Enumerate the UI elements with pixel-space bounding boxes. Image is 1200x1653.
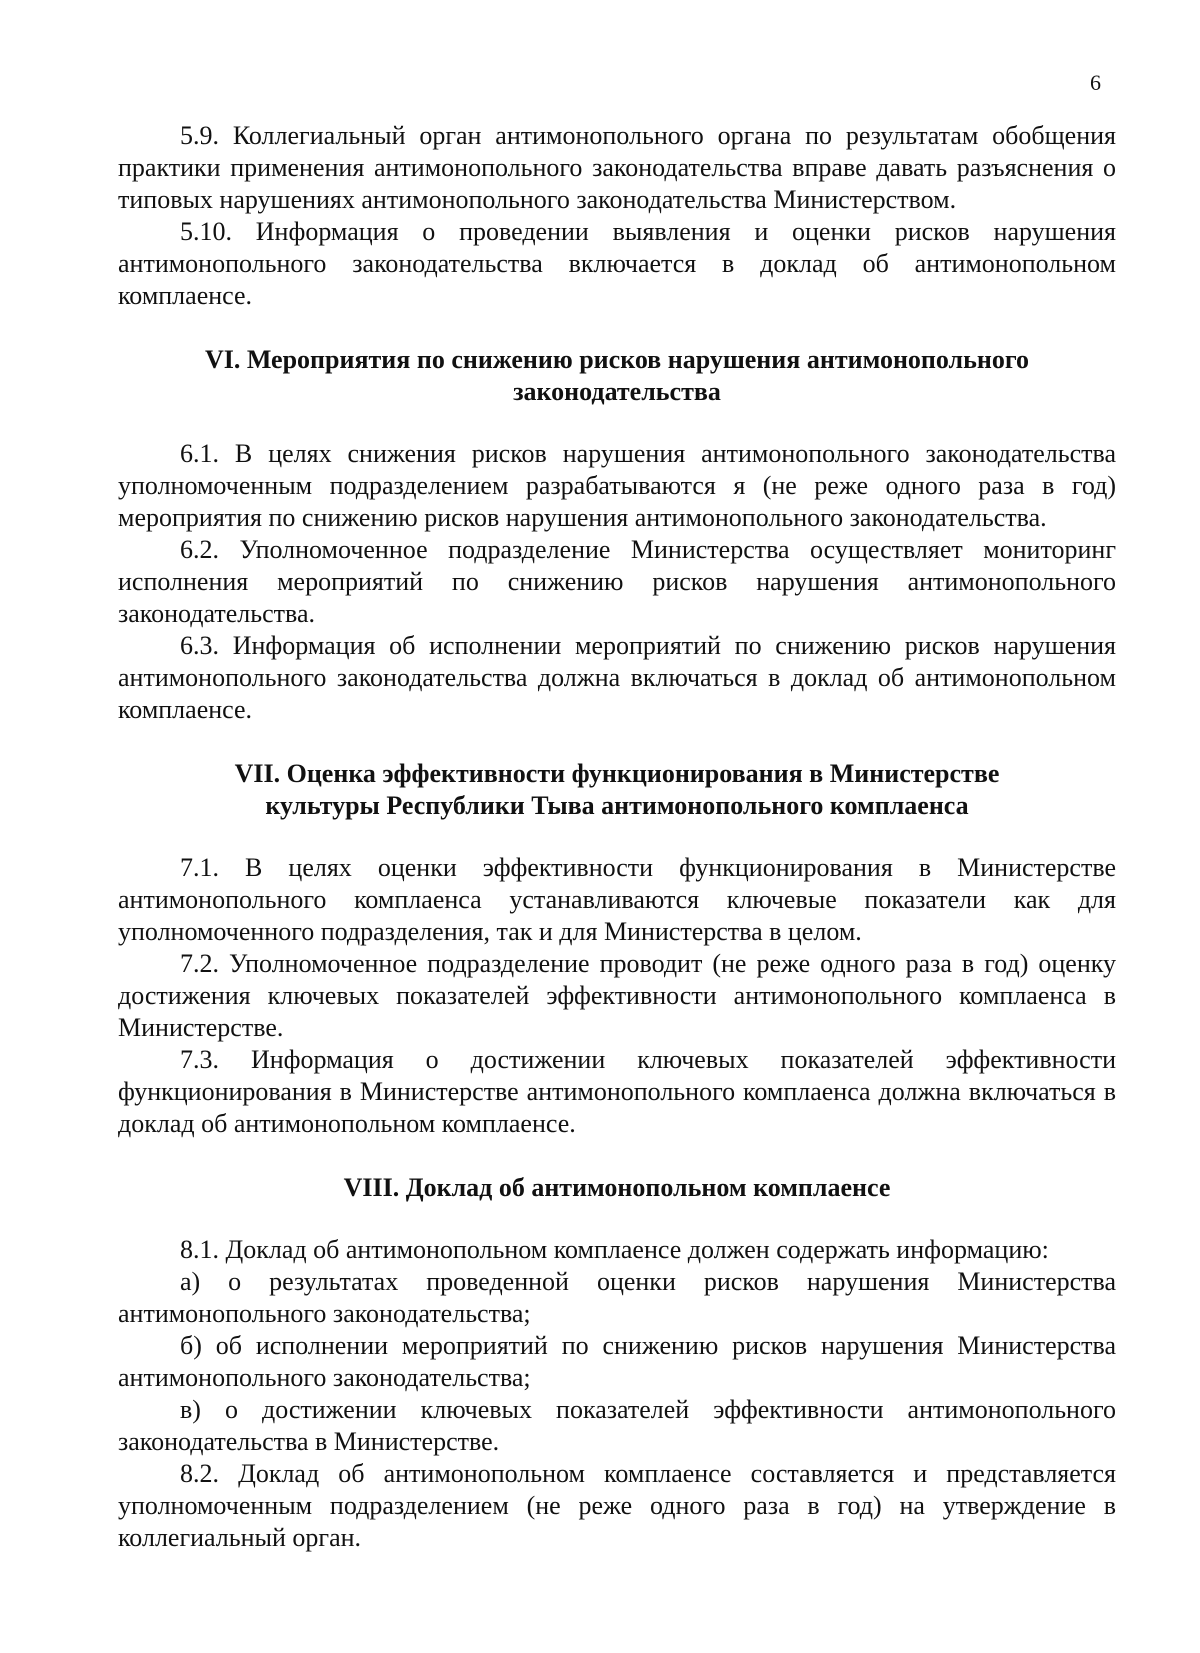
paragraph-8-2: 8.2. Доклад об антимонопольном комплаенсе составляется и представляется уполномоченным подразделением (не реже одного раза в год) на утверждение в коллегиальный орган. (118, 1459, 1116, 1552)
heading-line: VIII. Доклад об антимонопольном комплаенсе (343, 1173, 891, 1202)
heading-line: культуры Республики Тыва антимонопольного комплаенса (265, 791, 969, 820)
paragraph-5-10: 5.10. Информация о проведении выявления и оценки рисков нарушения антимонопольного законодательства включается в доклад об антимонопольном комплаенсе. (118, 217, 1116, 310)
section-heading-viii (118, 1172, 1116, 1204)
heading-line: VI. Мероприятия по снижению рисков нарушения антимонопольного (204, 345, 1030, 374)
heading-line: законодательства (513, 377, 721, 406)
paragraph-7-1: 7.1. В целях оценки эффективности функционирования в Министерстве антимонопольного комплаенса устанавливаются ключевые показатели как для уполномоченного подразделения, так и для Министерства в целом. (118, 853, 1116, 946)
paragraph-7-3: 7.3. Информация о достижении ключевых показателей эффективности функционирования в Министерстве антимонопольного комплаенса должна включаться в доклад об антимонопольном комплаенсе. (118, 1045, 1116, 1138)
paragraph-8-1: 8.1. Доклад об антимонопольном комплаенсе должен содержать информацию: (180, 1235, 1049, 1264)
section-heading-vii (118, 758, 1116, 822)
paragraph-8-1-a: а) о результатах проведенной оценки рисков нарушения Министерства антимонопольного законодательства; (118, 1267, 1116, 1328)
document-body (118, 120, 1116, 1554)
paragraph-6-1: 6.1. В целях снижения рисков нарушения антимонопольного законодательства уполномоченным подразделением разрабатываются я (не реже одного раза в год) мероприятия по снижению рисков нарушения антимонопольного законодательства. (118, 439, 1116, 532)
paragraph-7-2: 7.2. Уполномоченное подразделение проводит (не реже одного раза в год) оценку достижения ключевых показателей эффективности антимонопольного комплаенса в Министерстве. (118, 949, 1116, 1042)
paragraph-8-1-b: б) об исполнении мероприятий по снижению рисков нарушения Министерства антимонопольного законодательства; (118, 1331, 1116, 1392)
heading-line: VII. Оценка эффективности функционирования в Министерстве (234, 759, 1000, 788)
page-number: 6 (1090, 70, 1101, 95)
paragraph-6-3: 6.3. Информация об исполнении мероприятий по снижению рисков нарушения антимонопольного законодательства должна включаться в доклад об антимонопольном комплаенсе. (118, 631, 1116, 724)
paragraph-6-2: 6.2. Уполномоченное подразделение Министерства осуществляет мониторинг исполнения мероприятий по снижению рисков нарушения антимонопольного законодательства. (118, 535, 1116, 628)
paragraph-5-9: 5.9. Коллегиальный орган антимонопольного органа по результатам обобщения практики применения антимонопольного законодательства вправе давать разъяснения о типовых нарушениях антимонопольного законодательства Министерством. (118, 121, 1116, 214)
paragraph-8-1-v: в) о достижении ключевых показателей эффективности антимонопольного законодательства в Министерстве. (118, 1395, 1116, 1456)
section-heading-vi (118, 344, 1116, 408)
